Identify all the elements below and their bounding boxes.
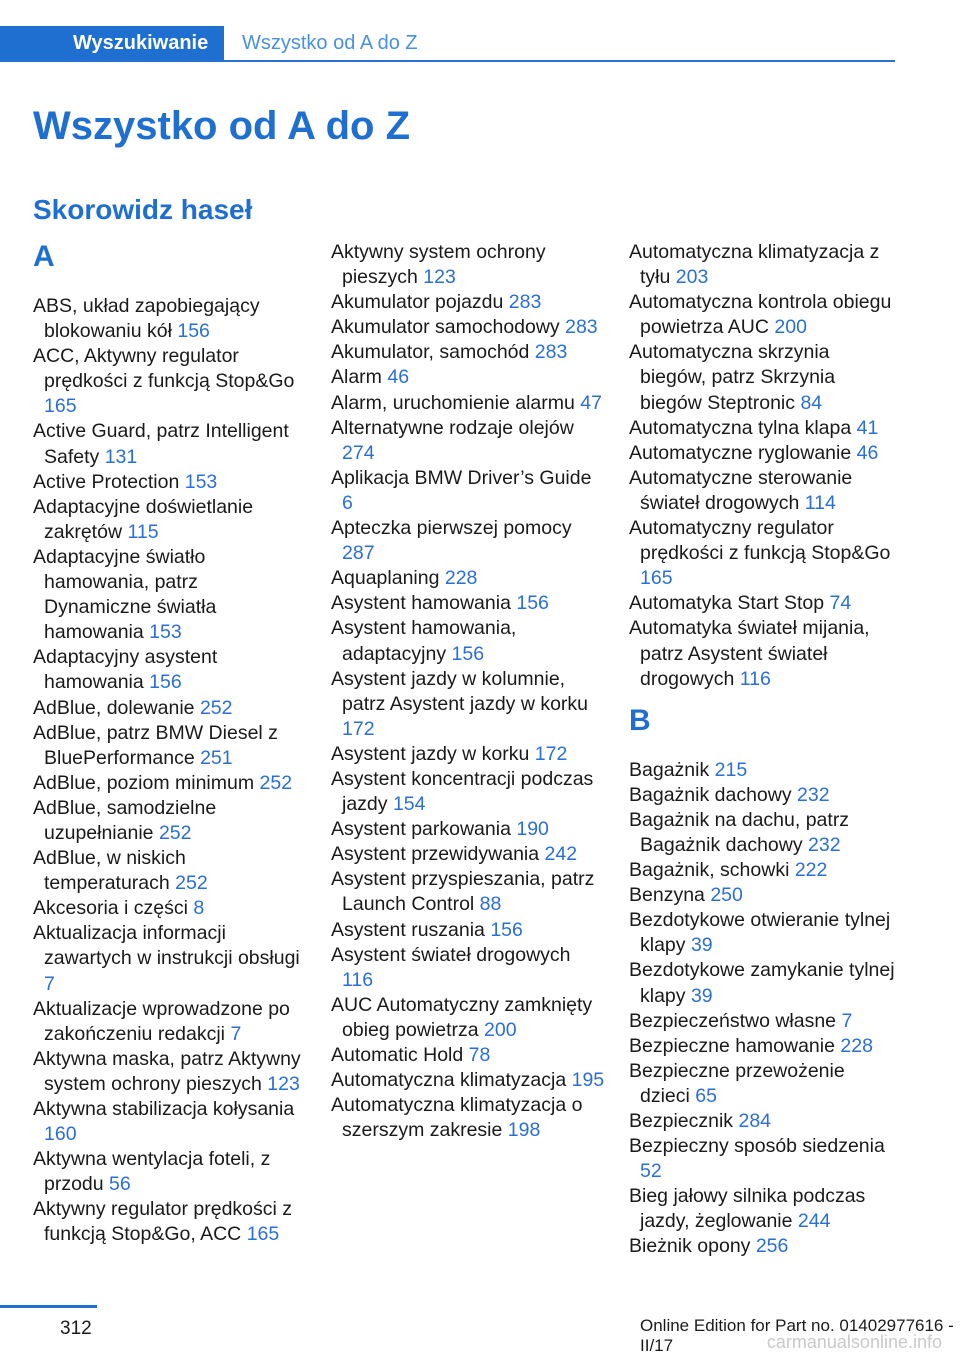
entry-text: Akumulator, samochód [331, 341, 535, 364]
entry-text: Aktywny regulator prędkości z funkcją Stop&Go, ACC [33, 1198, 293, 1246]
page-link[interactable]: 232 [808, 833, 841, 856]
entry-text: Alternatywne rodzaje olejów [331, 416, 574, 439]
page-link[interactable]: 172 [534, 742, 568, 765]
index-entry [331, 466, 606, 516]
page-link[interactable]: 198 [507, 1119, 541, 1142]
entry-text: Adaptacyjne doświetlanie zakrętów [33, 495, 254, 543]
index-entry [629, 1234, 897, 1259]
index-entry [33, 545, 308, 645]
page-link[interactable]: 252 [199, 696, 233, 719]
entry-text: Alarm [331, 366, 388, 389]
page-link[interactable]: 39 [690, 984, 713, 1007]
index-entry [629, 441, 897, 466]
header-tabbar [0, 26, 895, 62]
index-entry [33, 495, 308, 545]
index-entry [331, 591, 606, 616]
index-entry [629, 516, 897, 591]
index-entry [331, 616, 606, 666]
entry-text: Aquaplaning [331, 567, 445, 590]
page-link[interactable]: 8 [193, 897, 205, 920]
index-entry [629, 290, 897, 340]
page-link[interactable]: 7 [841, 1009, 853, 1032]
page-link[interactable]: 116 [739, 667, 771, 690]
page-link[interactable]: 123 [423, 266, 456, 289]
entry-text: Adaptacyjny asystent hamowania [33, 646, 218, 694]
entry-text: Aktywna maska, patrz Aktywny system ochrony pieszych [33, 1047, 301, 1095]
entry-text: Bagażnik [629, 758, 715, 781]
entry-text: AdBlue, patrz BMW Diesel z BluePerformance [33, 721, 278, 769]
entry-text: Asystent przewidywania [331, 843, 545, 866]
page-link[interactable]: 195 [571, 1069, 605, 1092]
entry-text: Apteczka pierwszej pomocy [331, 517, 572, 540]
page-link[interactable]: 39 [690, 934, 713, 957]
entry-text: Aktualizacje wprowadzone po zakończeniu redakcji [33, 997, 290, 1045]
entry-text: Asystent jazdy w kolumnie, patrz Asystent jazdy w korku [331, 667, 589, 715]
page-link[interactable]: 244 [797, 1210, 831, 1233]
index-entry [331, 416, 606, 466]
section-subtitle: Skorowidz haseł [33, 194, 253, 225]
tab-a-to-z[interactable]: Wszystko od A do Z [242, 32, 418, 54]
entry-text: AdBlue, w niskich temperaturach [33, 847, 186, 895]
index-entry [629, 240, 897, 290]
page-link[interactable]: 232 [797, 783, 830, 806]
page-link[interactable]: 283 [534, 341, 568, 364]
entry-text: Asystent parkowania [331, 818, 517, 841]
page-link[interactable]: 156 [451, 642, 485, 665]
entry-text: Bezpiecznik [629, 1110, 739, 1132]
entry-text: AdBlue, poziom minimum [33, 771, 260, 794]
index-entry [331, 315, 606, 340]
index-entry [629, 1034, 897, 1059]
page-link[interactable]: 252 [175, 872, 208, 895]
index-entry [629, 591, 897, 616]
page-link[interactable]: 153 [149, 621, 182, 644]
index-entry [331, 943, 606, 993]
index-entry [33, 846, 308, 896]
index-entry [629, 908, 897, 958]
index-entry [629, 1059, 897, 1109]
index-entry [33, 997, 308, 1047]
index-entry [331, 365, 606, 390]
index-column-1 [33, 240, 308, 1248]
entry-text: Aktywna wentylacja foteli, z przodu [33, 1148, 271, 1196]
watermark: carmanualsonline.info [766, 1332, 942, 1352]
page-link[interactable]: 115 [127, 520, 159, 543]
entry-text: ABS, układ zapobiegający blokowaniu kół [33, 295, 260, 343]
index-entry [331, 290, 606, 315]
page-link[interactable]: 203 [675, 266, 709, 289]
index-entry [331, 1093, 606, 1143]
index-entry [629, 883, 897, 908]
entry-text: Asystent koncentracji podczas jazdy [331, 767, 594, 816]
index-entry [331, 391, 606, 416]
page-link[interactable]: 131 [104, 445, 138, 468]
index-entry [629, 466, 897, 516]
entry-text: Automatyka Start Stop [629, 592, 830, 615]
page-link[interactable]: 252 [259, 771, 293, 794]
page-link[interactable]: 190 [516, 818, 549, 841]
entry-text: Bagażnik na dachu, patrz Bagażnik dachowy [629, 808, 850, 856]
entry-text: Automatyczna skrzynia biegów, patrz Skrzynia biegów Steptronic [629, 341, 836, 414]
entry-text: AdBlue, dolewanie [33, 696, 200, 719]
entry-text: Bezpieczny sposób siedzenia [629, 1135, 885, 1158]
page-link[interactable]: 284 [738, 1110, 772, 1132]
entry-text: Aktualizacja informacji zawartych w instrukcji obsługi [33, 922, 300, 970]
entry-text: Asystent jazdy w korku [331, 742, 535, 765]
entry-text: Bieg jałowy silnika podczas jazdy, żeglowanie [629, 1185, 866, 1233]
page-link[interactable]: 7 [44, 972, 55, 995]
index-entry [331, 867, 606, 917]
index-entry [331, 340, 606, 365]
index-entry [331, 842, 606, 867]
entry-text: AdBlue, samodzielne uzupełnianie [33, 796, 217, 844]
page-link[interactable]: 88 [479, 893, 502, 916]
page-link[interactable]: 200 [774, 316, 807, 339]
entry-text: Asystent ruszania [331, 918, 491, 941]
entry-text: Bezdotykowe otwieranie tylnej klapy [629, 909, 891, 957]
index-entry [331, 767, 606, 817]
index-entry [331, 566, 606, 591]
entry-text: Akumulator samochodowy [331, 316, 566, 339]
entry-text: Asystent hamowania [331, 592, 517, 615]
entry-text: Active Guard, patrz Intelligent Safety [33, 420, 289, 468]
letter-heading-a: A [33, 240, 55, 273]
entry-text: Bezpieczeństwo własne [629, 1009, 842, 1032]
page-link[interactable]: 65 [695, 1084, 717, 1107]
index-entry [33, 419, 308, 469]
index-entry [33, 771, 308, 796]
page-link[interactable]: 160 [44, 1123, 77, 1146]
index-entry [331, 1068, 606, 1093]
entry-text: Automatyczna tylna klapa [629, 416, 857, 439]
page-link[interactable]: 56 [109, 1173, 131, 1196]
page-link[interactable]: 256 [755, 1235, 789, 1258]
entry-text: Bieżnik opony [629, 1235, 756, 1258]
index-entry [629, 958, 897, 1008]
entry-text: Aktywna stabilizacja kołysania [33, 1098, 295, 1120]
index-entry [629, 1134, 897, 1184]
entry-text: Automatyka świateł mijania, patrz Asystent świateł drogowych [629, 617, 870, 690]
index-entry [331, 1043, 606, 1068]
page-link[interactable]: 165 [246, 1223, 280, 1246]
index-entry [629, 616, 897, 691]
entry-text: Adaptacyjne światło hamowania, patrz Dynamiczne światła hamowania [33, 545, 217, 644]
entry-text: ACC, Aktywny regulator prędkości z funkcją Stop&Go [33, 345, 295, 393]
page-link[interactable]: 153 [184, 470, 218, 493]
edition-note: Online Edition for Part no. 01402977616 - II/17 [640, 1316, 954, 1355]
page-link[interactable]: 41 [856, 416, 879, 439]
page-link[interactable]: 116 [342, 968, 374, 991]
entry-text: Asystent hamowania, adaptacyjny [331, 617, 517, 665]
index-entry [33, 344, 308, 419]
index-entry [629, 1184, 897, 1234]
entry-text: Bagażnik, schowki [629, 859, 795, 882]
page-link[interactable]: 242 [544, 843, 578, 866]
page-link[interactable]: 7 [230, 1022, 242, 1045]
page-link[interactable]: 165 [44, 395, 77, 418]
index-entry [33, 921, 308, 996]
index-entry [33, 645, 308, 695]
entry-text: Benzyna [629, 884, 711, 907]
page-link[interactable]: 78 [468, 1044, 491, 1066]
entry-text: Automatyczny regulator prędkości z funkcją Stop&Go [629, 517, 891, 565]
page-link[interactable]: 228 [444, 567, 478, 590]
page-link[interactable]: 283 [565, 316, 598, 339]
letter-heading-b: B [629, 703, 651, 737]
index-entry [33, 696, 308, 721]
index-entry [629, 1009, 897, 1034]
entry-text: Automatic Hold [331, 1044, 469, 1066]
entry-text: Asystent przyspieszania, patrz Launch Control [331, 868, 595, 916]
entry-text: Automatyczne ryglowanie [629, 441, 857, 464]
page-link[interactable]: 287 [342, 542, 375, 565]
index-entry [33, 796, 308, 846]
index-entry [629, 858, 897, 883]
entry-text: Active Protection [33, 470, 185, 493]
entry-text: Asystent świateł drogowych [331, 943, 571, 966]
page-link[interactable]: 251 [200, 746, 233, 769]
page-link[interactable]: 74 [829, 592, 852, 615]
index-entry [629, 340, 897, 415]
index-entry [331, 993, 606, 1043]
entry-text: Aplikacja BMW Driver’s Guide [331, 466, 592, 489]
page-link[interactable]: 154 [392, 793, 426, 816]
entry-text: Alarm, uruchomienie alarmu [331, 391, 581, 414]
page-link[interactable]: 47 [580, 391, 602, 414]
page-link[interactable]: 222 [794, 859, 828, 882]
entry-text: Bagażnik dachowy [629, 783, 798, 806]
entry-text: Akumulator pojazdu [331, 291, 509, 314]
entry-text: Bezpieczne hamowanie [629, 1034, 841, 1057]
page-link[interactable]: 156 [490, 918, 523, 941]
entry-text: Aktywny system ochrony pieszych [331, 241, 546, 289]
page-link[interactable]: 114 [804, 491, 836, 514]
page-link[interactable]: 283 [508, 291, 542, 314]
index-entry [331, 817, 606, 842]
index-column-2 [331, 240, 606, 1143]
entry-text: Akcesoria i części [33, 897, 194, 920]
index-entry [331, 667, 606, 742]
page-link[interactable]: 274 [342, 441, 375, 464]
entry-text: Bezpieczne przewożenie dzieci [629, 1059, 845, 1107]
entry-text: Automatyczna kontrola obiegu powietrza AUC [629, 291, 892, 339]
page-title: Wszystko od A do Z [33, 104, 411, 148]
entry-text: Automatyczna klimatyzacja z tyłu [629, 241, 880, 289]
page-link[interactable]: 172 [342, 717, 375, 740]
page-link[interactable]: 123 [267, 1072, 300, 1095]
entry-text: AUC Automatyczny zamknięty obieg powietrza [331, 993, 593, 1041]
index-entry [629, 416, 897, 441]
page-link[interactable]: 46 [856, 441, 879, 464]
index-entry [629, 1109, 897, 1134]
page-link[interactable]: 215 [714, 758, 748, 781]
page-link[interactable]: 250 [710, 884, 743, 907]
page-link[interactable]: 252 [158, 821, 192, 844]
page-link[interactable]: 156 [149, 671, 182, 694]
page-link[interactable]: 200 [484, 1018, 517, 1041]
index-entry [33, 470, 308, 495]
index-entry [33, 896, 308, 921]
tab-wyszukiwanie[interactable]: Wyszukiwanie [0, 26, 224, 60]
entry-text: Automatyczna klimatyzacja o szerszym zakresie [331, 1094, 583, 1142]
entry-text: Bezdotykowe zamykanie tylnej klapy [629, 959, 895, 1007]
index-entry [331, 918, 606, 943]
page-link[interactable]: 165 [640, 567, 673, 590]
page-link[interactable]: 52 [640, 1160, 662, 1183]
index-entry [33, 1047, 308, 1097]
index-entry [33, 1197, 308, 1247]
index-entry [629, 758, 897, 783]
entry-text: Automatyczna klimatyzacja [331, 1069, 572, 1092]
index-entry [331, 240, 606, 290]
index-column-3 [629, 240, 897, 1260]
footer-rule [0, 1305, 97, 1308]
index-entry [629, 783, 897, 808]
page-link[interactable]: 156 [516, 592, 549, 615]
entry-text: Automatyczne sterowanie świateł drogowych [629, 466, 853, 514]
page-link[interactable]: 84 [800, 391, 823, 414]
index-entry [33, 721, 308, 771]
index-entry [629, 808, 897, 858]
page-link[interactable]: 156 [177, 320, 210, 343]
index-entry [331, 742, 606, 767]
index-entry [33, 1147, 308, 1197]
index-entry [331, 516, 606, 566]
page-link[interactable]: 6 [342, 491, 353, 514]
page-number: 312 [60, 1318, 92, 1339]
index-entry [33, 294, 308, 344]
page-link[interactable]: 228 [840, 1034, 873, 1057]
page-link[interactable]: 46 [387, 366, 410, 389]
index-entry [33, 1097, 308, 1147]
